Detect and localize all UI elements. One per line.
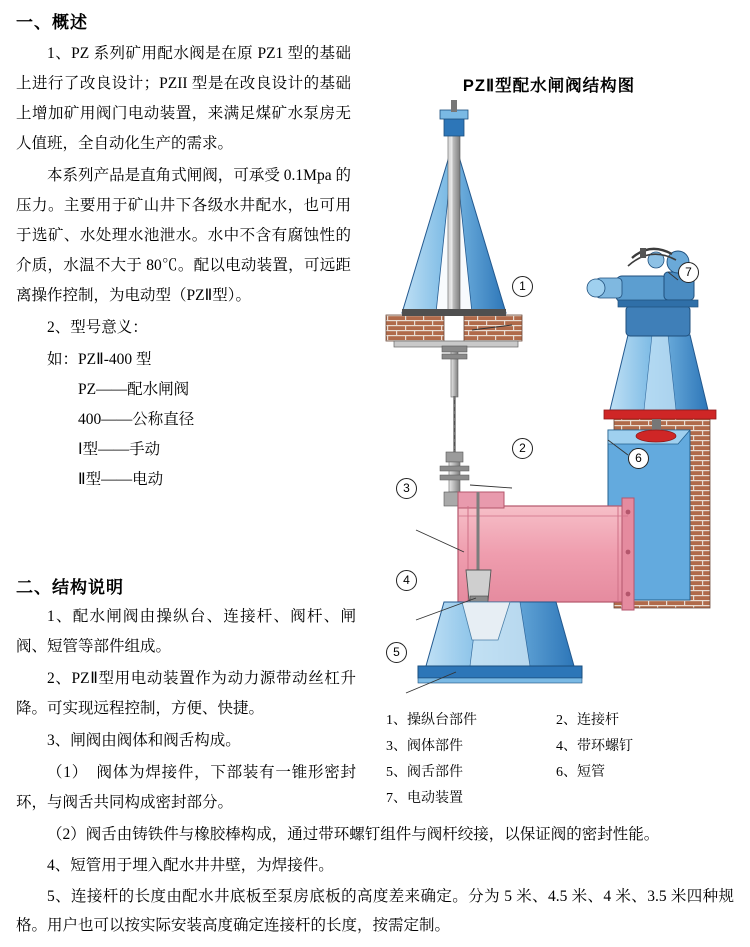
bottom-paragraph-2: 4、短管用于埋入配水井井壁，为焊接件。 — [47, 857, 334, 874]
bottom-paragraph-3: 5、连接杆的长度由配水井底板至泵房底板的高度差来确定。分为 5 米、4.5 米、4 米、3.5 米四种规格。用户也可以按实际安装高度确定连接杆的长度，按需定制。 — [16, 888, 734, 934]
overview-paragraph-3: 2、型号意义： — [47, 319, 148, 336]
structure-paragraph-1: 1、配水闸阀由操纵台、连接杆、阀杆、闸阀、短管等部件组成。 — [16, 608, 356, 655]
structure-paragraph-4: （1） 阀体为焊接件，下部装有一锥形密封环，与阀舌共同构成密封部分。 — [16, 764, 356, 811]
figure-assembly-drawing — [360, 58, 738, 806]
callout-2: 2 — [512, 438, 533, 459]
legend-row — [386, 708, 726, 734]
bottom-paragraph-1: （2）阀舌由铸铁件与橡胶棒构成，通过带环螺钉组件与阀杆绞接，以保证阀的密封性能。 — [47, 826, 660, 843]
legend-item — [556, 786, 726, 812]
model-line-2: 400——公称直径 — [78, 411, 195, 428]
callout-1: 1 — [512, 276, 533, 297]
model-line-0: 如：PZⅡ-400 型 — [47, 351, 152, 368]
legend-item: 3、阀体部件 — [386, 739, 463, 754]
structure-paragraph-2: 2、PZⅡ型用电动装置作为动力源带动丝杠升降。可实现远程控制，方便、快捷。 — [16, 670, 356, 717]
left-column — [16, 8, 351, 495]
legend-item: 1、操纵台部件 — [386, 713, 477, 728]
section-title-structure: 二、结构说明 — [16, 578, 124, 597]
legend-item: 5、阀舌部件 — [386, 765, 463, 780]
callout-7: 7 — [678, 262, 699, 283]
figure-canvas — [360, 100, 738, 705]
legend-item: 4、带环螺钉 — [556, 739, 633, 754]
overview-paragraph-1: 1、PZ 系列矿用配水阀是在原 PZ1 型的基础上进行了改良设计；PZII 型是在改良设计的基础上增加矿用阀门电动装置，来满足煤矿水泵房无人值班，全自动化生产的需求。 — [16, 45, 351, 152]
model-designation-list — [16, 345, 351, 495]
legend-row — [386, 734, 726, 760]
callout-3: 3 — [396, 478, 417, 499]
figure-legend — [386, 708, 726, 812]
callout-5: 5 — [386, 642, 407, 663]
legend-item: 7、电动装置 — [386, 791, 463, 806]
legend-row — [386, 760, 726, 786]
structure-diagram-svg — [360, 100, 738, 705]
figure-title: PZⅡ型配水闸阀结构图 — [462, 77, 636, 95]
section-title-overview: 一、概述 — [16, 13, 88, 32]
callout-6: 6 — [628, 448, 649, 469]
structure-paragraph-3: 3、闸阀由阀体和阀舌构成。 — [47, 732, 241, 749]
model-line-4: Ⅱ型——电动 — [78, 471, 164, 488]
legend-row — [386, 786, 726, 812]
legend-item: 2、连接杆 — [556, 713, 619, 728]
overview-paragraph-2: 本系列产品是直角式闸阀，可承受 0.1Mpa 的压力。主要用于矿山井下各级水井配水，也可用于选矿、水处理水池泄水。水中不含有腐蚀性的介质，水温不大于 80℃。配以电动装置，可远距离操作控制，为电动型（PZⅡ型）。 — [16, 167, 351, 304]
structure-section — [16, 573, 356, 820]
model-line-1: PZ——配水闸阀 — [78, 381, 190, 398]
bottom-paragraphs — [16, 820, 734, 942]
legend-item: 6、短管 — [556, 765, 605, 780]
callout-4: 4 — [396, 570, 417, 591]
model-line-3: Ⅰ型——手动 — [78, 441, 161, 458]
